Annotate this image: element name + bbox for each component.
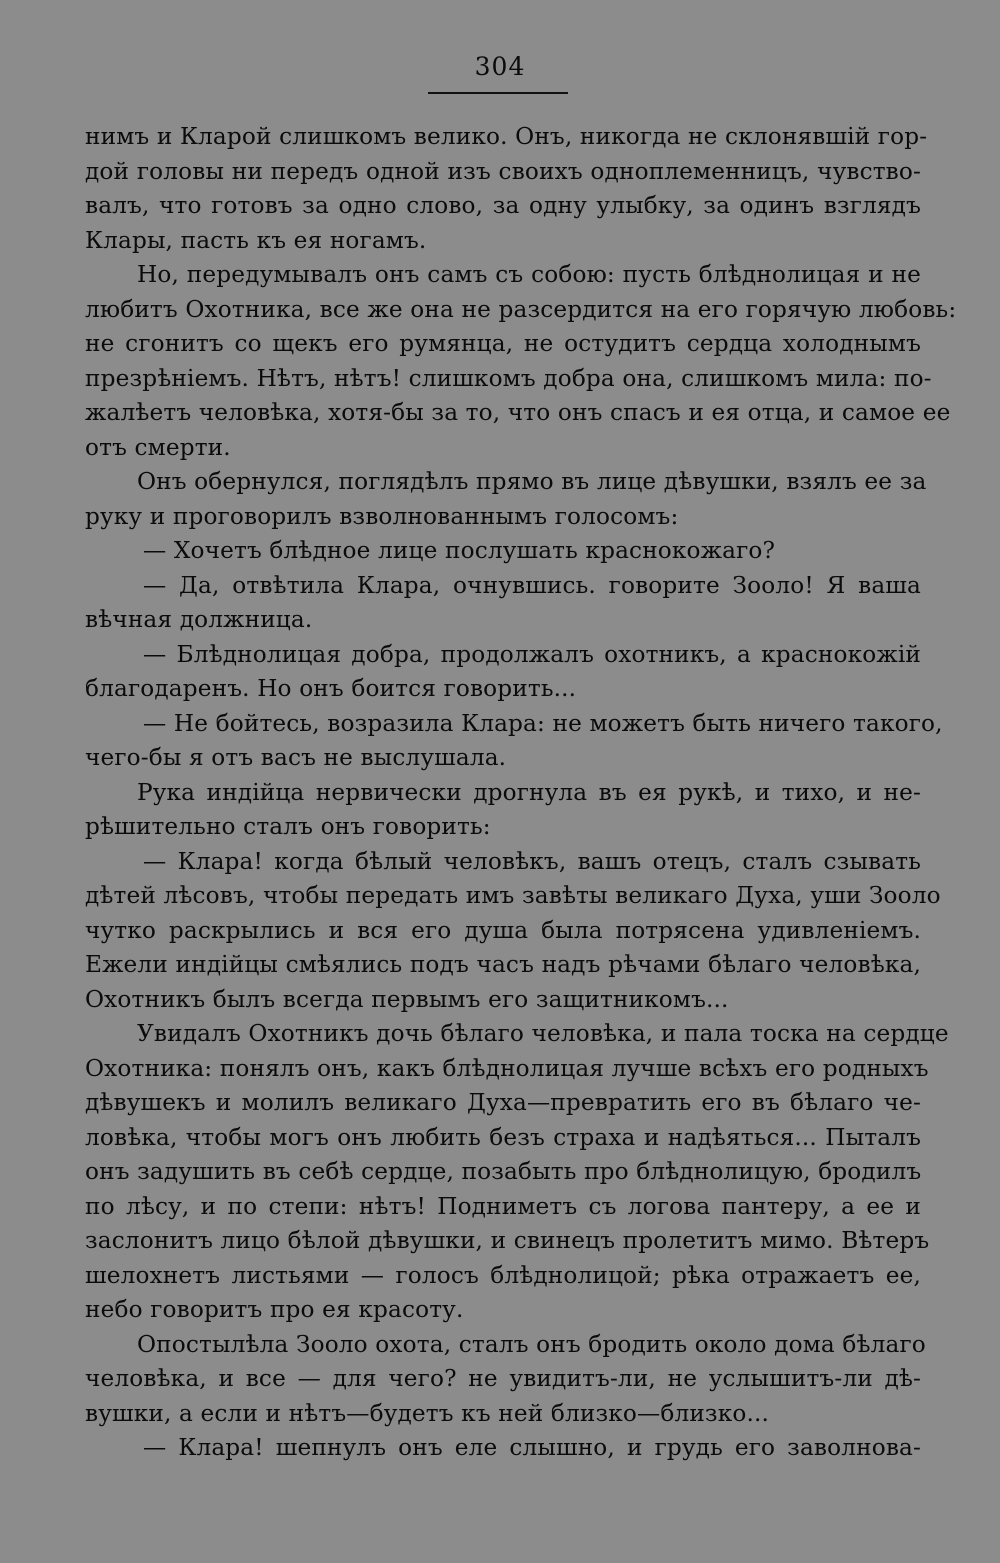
text-line: не сгонитъ со щекъ его румянца, не остудитъ сердца холоднымъ: [85, 330, 921, 357]
text-line: небо говоритъ про ея красоту.: [85, 1296, 464, 1323]
text-line: Опостылѣла Зооло охота, сталъ онъ бродить около дома бѣлаго: [137, 1330, 926, 1358]
text-line: — Да, отвѣтила Клара, очнувшись. говорите Зооло! Я ваша: [143, 571, 921, 599]
text-line: Но, передумывалъ онъ самъ съ собою: пусть блѣднолицая и не: [137, 261, 921, 288]
text-line: дѣвушекъ и молилъ великаго Духа—превратить его въ бѣлаго че-: [85, 1089, 921, 1116]
text-line: Охотникъ былъ всегда первымъ его защитникомъ...: [85, 985, 729, 1013]
text-line: Увидалъ Охотникъ дочь бѣлаго человѣка, и пала тоска на сердце: [137, 1020, 949, 1047]
text-line: чутко раскрылись и вся его душа была потрясена удивленіемъ.: [85, 916, 921, 944]
text-line: заслонитъ лицо бѣлой дѣвушки, и свинецъ пролетитъ мимо. Вѣтеръ: [85, 1227, 930, 1254]
text-line: рѣшительно сталъ онъ говорить:: [85, 813, 491, 840]
text-line: дѣтей лѣсовъ, чтобы передать имъ завѣты великаго Духа, уши Зооло: [85, 882, 941, 909]
book-page: [85, 52, 957, 1466]
text-line: нимъ и Кларой слишкомъ велико. Онъ, никогда не склонявшій гор-: [85, 123, 928, 150]
text-line: дой головы ни передъ одной изъ своихъ одноплеменницъ, чувство-: [85, 157, 921, 185]
text-line: — Клара! когда бѣлый человѣкъ, вашъ отецъ, сталъ сзывать: [143, 847, 921, 875]
text-line: жалѣетъ человѣка, хотя-бы за то, что онъ спасъ и ея отца, и самое ее: [85, 399, 951, 426]
page-header: [85, 52, 921, 96]
text-line: ловѣка, чтобы могъ онъ любить безъ страха и надѣяться... Пыталъ: [85, 1123, 921, 1151]
text-line: чего-бы я отъ васъ не выслушала.: [85, 744, 507, 771]
text-line: — Хочетъ блѣдное лице послушать краснокожаго?: [143, 537, 776, 564]
text-line: — Не бойтесь, возразила Клара: не можетъ быть ничего такого,: [143, 709, 943, 737]
text-line: — Клара! шепнулъ онъ еле слышно, и грудь его заволнова-: [143, 1434, 921, 1461]
text-line: Ежели индійцы смѣялись подъ часъ надъ рѣчами бѣлаго человѣка,: [85, 951, 921, 978]
text-line: онъ задушить въ себѣ сердце, позабыть про блѣднолицую, бродилъ: [85, 1158, 922, 1185]
text-line: презрѣніемъ. Нѣтъ, нѣтъ! слишкомъ добра она, слишкомъ мила: по-: [85, 364, 932, 392]
text-line: Охотника: понялъ онъ, какъ блѣднолицая лучше всѣхъ его родныхъ: [85, 1054, 929, 1082]
body-text: [85, 120, 957, 1466]
text-line: шелохнетъ листьями — голосъ блѣднолицой; рѣка отражаетъ ее,: [85, 1261, 921, 1289]
page-number: 304: [474, 52, 526, 81]
text-line: валъ, что готовъ за одно слово, за одну улыбку, за одинъ взглядъ: [85, 192, 921, 219]
text-line: отъ смерти.: [85, 433, 231, 461]
text-line: вѣчная должница.: [85, 606, 313, 633]
text-line: благодаренъ. Но онъ боится говорить...: [85, 675, 577, 702]
header-rule: [428, 92, 568, 94]
text-line: по лѣсу, и по степи: нѣтъ! Подниметъ съ логова пантеру, а ее и: [85, 1192, 921, 1220]
text-line: Рука индійца нервически дрогнула въ ея рукѣ, и тихо, и не-: [137, 778, 921, 806]
text-line: Клары, пасть къ ея ногамъ.: [85, 226, 427, 254]
text-line: Онъ обернулся, поглядѣлъ прямо въ лице дѣвушки, взялъ ее за: [137, 468, 927, 495]
text-line: — Блѣднолицая добра, продолжалъ охотникъ, а краснокожій: [143, 640, 921, 668]
text-line: любитъ Охотника, все же она не разсердится на его горячую любовь:: [85, 295, 957, 323]
text-line: руку и проговорилъ взволнованнымъ голосомъ:: [85, 502, 679, 530]
text-line: вушки, а если и нѣтъ—будетъ къ ней близко—близко...: [85, 1399, 770, 1427]
text-line: человѣка, и все — для чего? не увидитъ-ли, не услышитъ-ли дѣ-: [85, 1365, 921, 1392]
